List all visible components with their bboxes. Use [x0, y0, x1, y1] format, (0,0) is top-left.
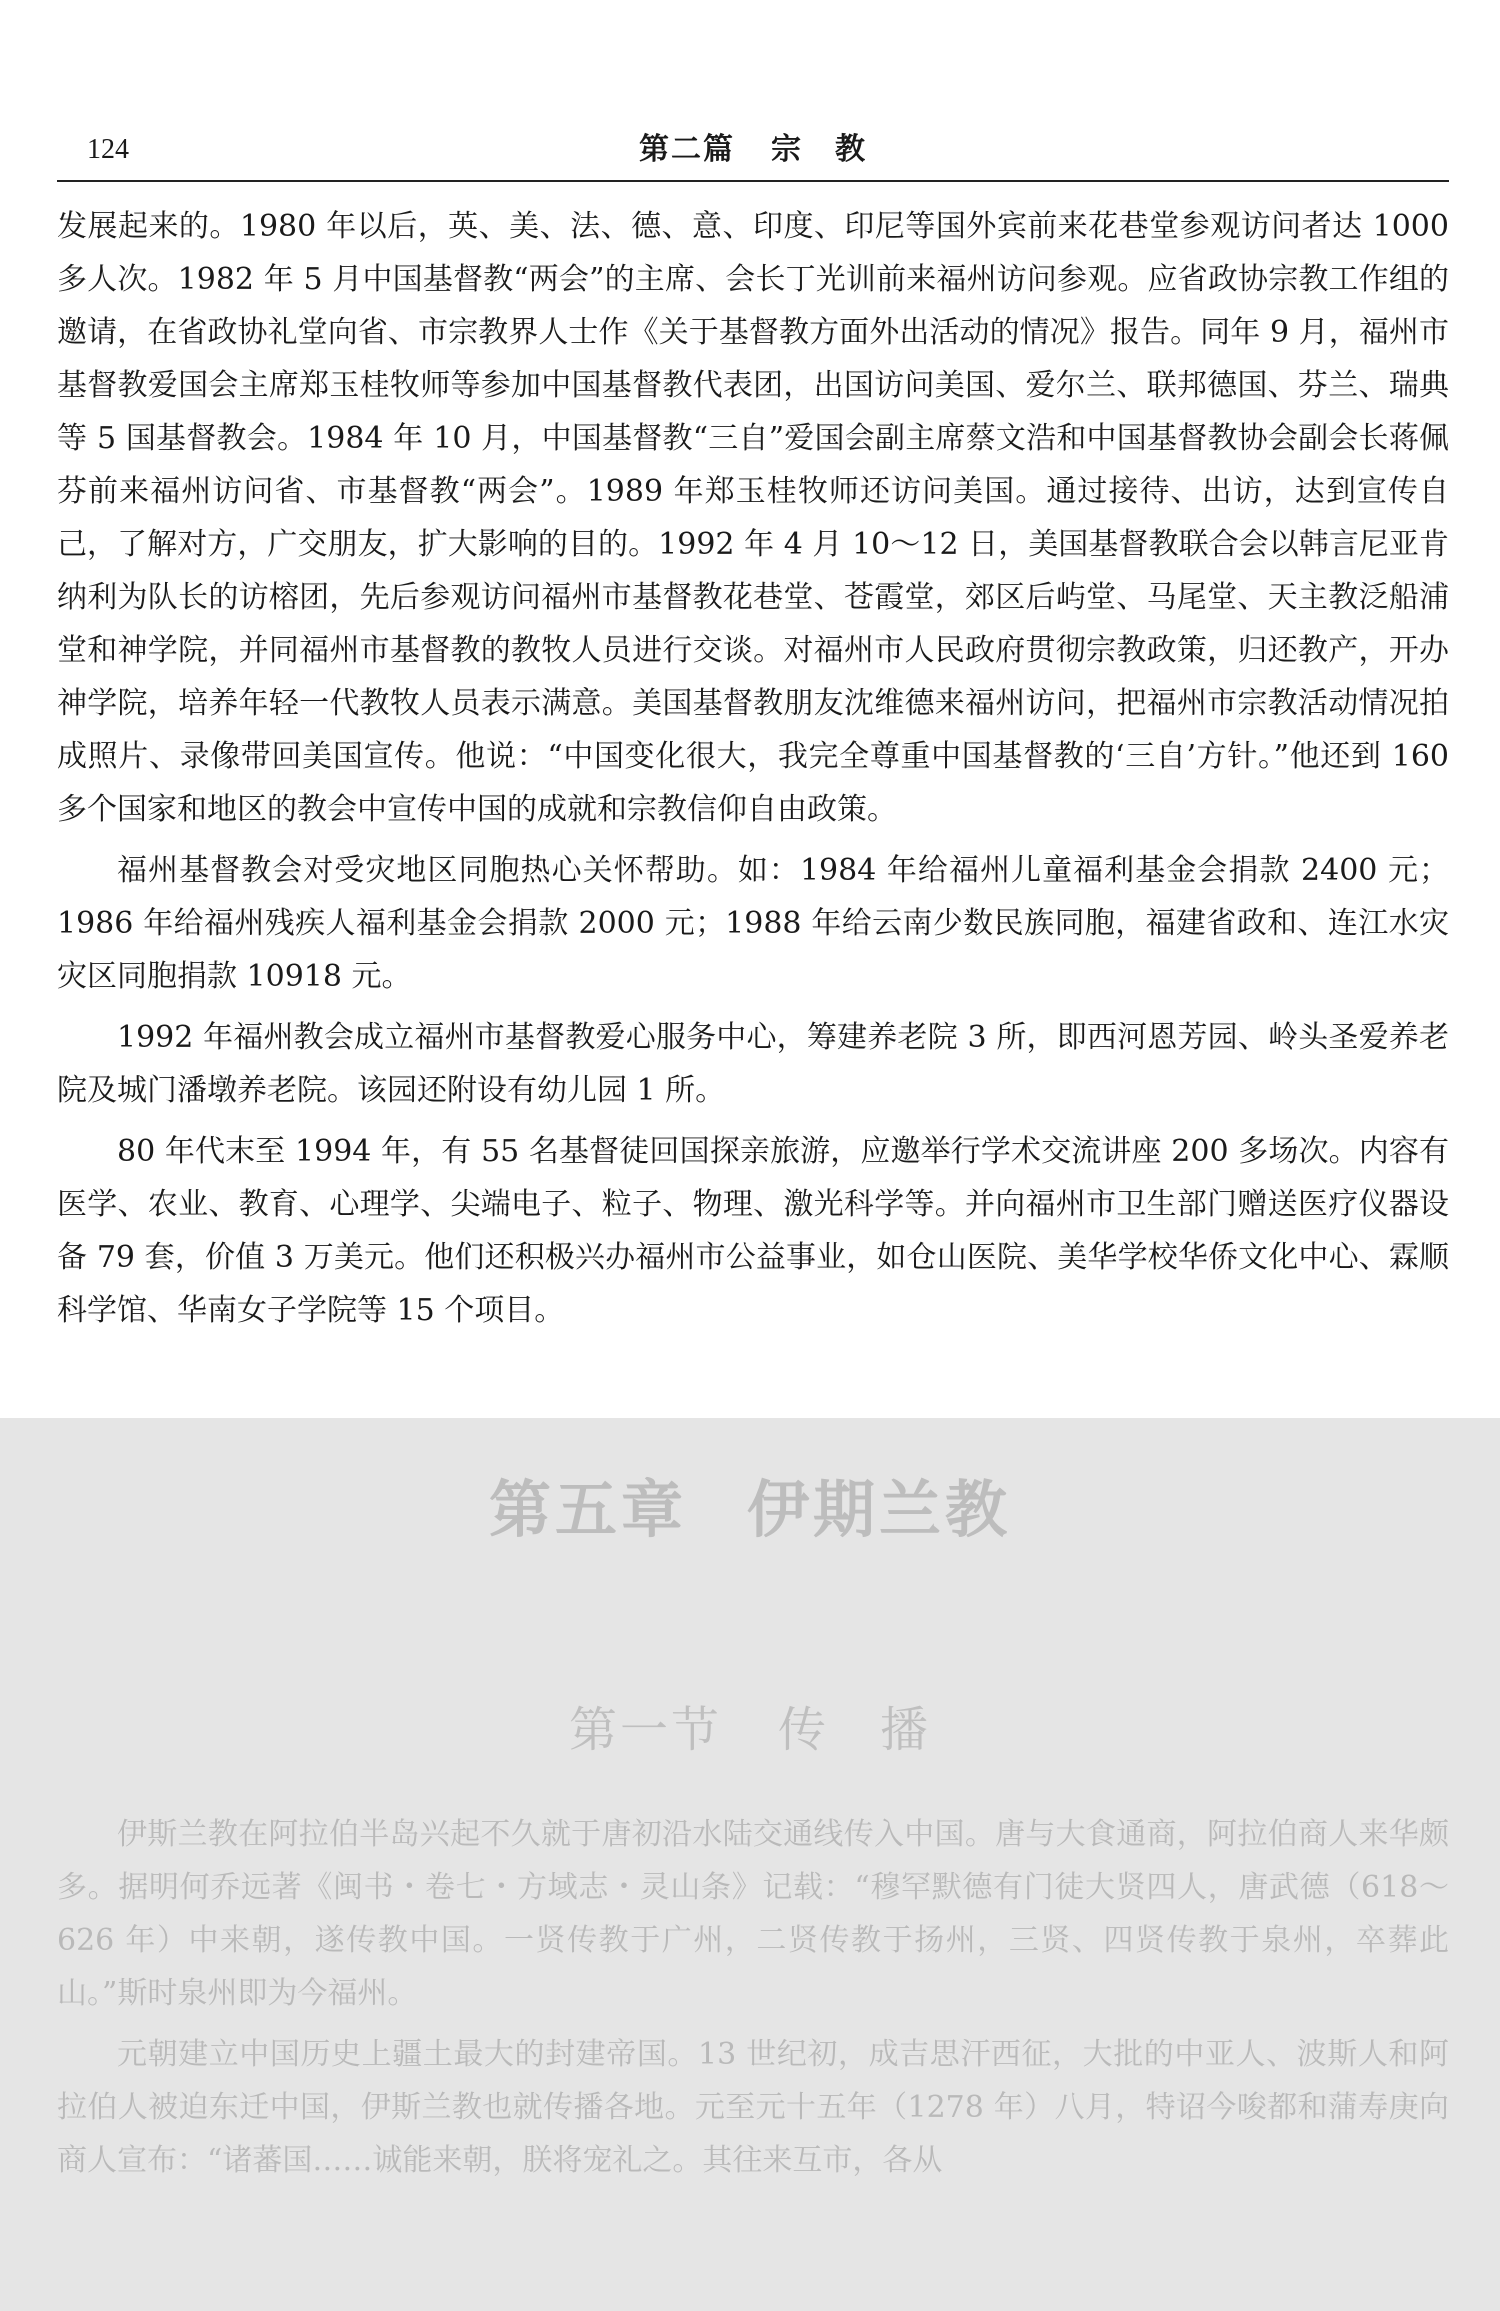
section-title [0, 1695, 1500, 1765]
running-head-part: 第二篇 [639, 132, 735, 167]
section-paragraph: 元朝建立中国历史上疆土最大的封建帝国。13 世纪初，成吉思汗西征，大批的中亚人、波斯人和阿拉伯人被迫东迁中国，伊斯兰教也就传播各地。元至元十五年（1278 年）八月，特诏今唆都和蒲寿庚向商人宣布：“诸蕃国……诚能来朝，朕将宠礼之。其往来互市，各从 [57, 2037, 1449, 2178]
running-head [57, 130, 1449, 170]
chapter-number: 第五章 [488, 1473, 687, 1546]
section-body-text [57, 1808, 1449, 2195]
section-name: 传 播 [778, 1702, 932, 1758]
body-paragraph: 发展起来的。1980 年以后，英、美、法、德、意、印度、印尼等国外宾前来花巷堂参观访问者达 1000 多人次。1982 年 5 月中国基督教“两会”的主席、会长丁光训前来福州访问参观。应省政协宗教工作组的邀请，在省政协礼堂向省、市宗教界人士作《关于基督教方面外出活动的情况》报告。同年 9 月，福州市基督教爱国会主席郑玉桂牧师等参加中国基督教代表团，出国访问美国、爱尔兰、联邦德国、芬兰、瑞典等 5 国基督教会。1984 年 10 月，中国基督教“三自”爱国会副主席蔡文浩和中国基督教协会副会长蒋佩芬前来福州访问省、市基督教“两会”。1989 年郑玉桂牧师还访问美国。通过接待、出访，达到宣传自己，了解对方，广交朋友，扩大影响的目的。1992 年 4 月 10～12 日，美国基督教联合会以韩言尼亚肯纳利为队长的访榕团，先后参观访问福州市基督教花巷堂、苍霞堂，郊区后屿堂、马尾堂、天主教泛船浦堂和神学院，并同福州市基督教的教牧人员进行交谈。对福州市人民政府贯彻宗教政策，归还教产，开办神学院，培养年轻一代教牧人员表示满意。美国基督教朋友沈维德来福州访问，把福州市宗教活动情况拍成照片、录像带回美国宣传。他说：“中国变化很大，我完全尊重中国基督教的‘三自’方针。”他还到 160 多个国家和地区的教会中宣传中国的成就和宗教信仰自由政策。 [57, 209, 1449, 827]
body-paragraph: 福州基督教会对受灾地区同胞热心关怀帮助。如：1984 年给福州儿童福利基金会捐款 2400 元；1986 年给福州残疾人福利基金会捐款 2000 元；1988 年给云南少数民族同胞，福建省政和、连江水灾灾区同胞捐款 10918 元。 [57, 853, 1449, 994]
page-number: 124 [87, 134, 129, 165]
body-paragraph: 80 年代末至 1994 年，有 55 名基督徒回国探亲旅游，应邀举行学术交流讲座 200 多场次。内容有医学、农业、教育、心理学、尖端电子、粒子、物理、激光科学等。并向福州市卫生部门赠送医疗仪器设备 79 套，价值 3 万美元。他们还积极兴办福州市公益事业，如仓山医院、美华学校华侨文化中心、霖顺科学馆、华南女子学院等 15 个项目。 [57, 1134, 1449, 1328]
section-paragraph: 伊斯兰教在阿拉伯半岛兴起不久就于唐初沿水陆交通线传入中国。唐与大食通商，阿拉伯商人来华颇多。据明何乔远著《闽书・卷七・方域志・灵山条》记载：“穆罕默德有门徒大贤四人，唐武德（618～626 年）中来朝，遂传教中国。一贤传教于广州，二贤传教于扬州，三贤、四贤传教于泉州，卒葬此山。”斯时泉州即为今福州。 [57, 1817, 1449, 2011]
body-paragraph: 1992 年福州教会成立福州市基督教爱心服务中心，筹建养老院 3 所，即西河恩芳园、岭头圣爱养老院及城门潘墩养老院。该园还附设有幼儿园 1 所。 [57, 1020, 1449, 1108]
running-head-subject: 宗 教 [771, 132, 867, 167]
section-number: 第一节 [568, 1702, 722, 1758]
chapter-title [0, 1470, 1500, 1550]
page-header [57, 130, 1449, 182]
body-text [57, 200, 1449, 1345]
chapter-name: 伊期兰教 [747, 1473, 1012, 1546]
